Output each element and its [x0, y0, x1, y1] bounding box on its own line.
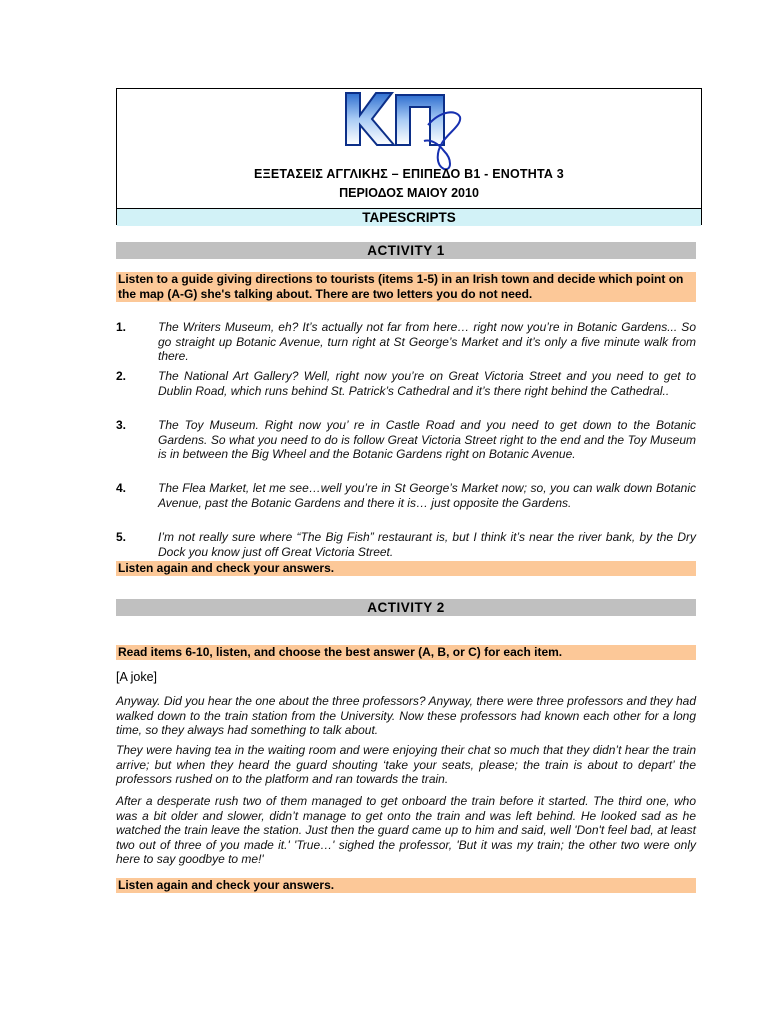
item-number: 4.: [116, 481, 127, 495]
list-item: [116, 320, 696, 364]
item-number: 2.: [116, 369, 127, 383]
item-text: The Toy Museum. Right now you’ re in Castle Road and you need to get down to the Botanic Gardens. So what you need to do is follow Great Victoria Street right to the end and the Toy Museum is in between the Big Wheel and the Botanic Gardens right on Botanic Avenue.: [158, 418, 696, 461]
document-header: [116, 88, 702, 225]
joke-paragraph: Anyway. Did you hear the one about the three professors? Anyway, there were three professors and they had walked down to the train station from the University. Now these professors had known each other for a long time, so they always had something to talk about.: [116, 694, 696, 737]
list-item: [116, 418, 696, 462]
activity-2-title: ACTIVITY 2: [116, 599, 696, 616]
activity-1-title: ACTIVITY 1: [116, 242, 696, 259]
item-text: The Flea Market, let me see…well you’re in St George’s Market now; so, you can walk down Botanic Avenue, past the Botanic Gardens and there it is… just opposite the Gardens.: [158, 481, 696, 510]
section-title: TAPESCRIPTS: [117, 208, 701, 226]
joke-paragraph: They were having tea in the waiting room and were enjoying their chat so much that they didn’t hear the train arrive; but when they heard the guard shouting ‘take your seats, please; the train is about to depart’ the professors rushed on to the platform and ran towards the train.: [116, 743, 696, 786]
item-text: The Writers Museum, eh? It’s actually not far from here… right now you’re in Botanic Gardens... So go straight up Botanic Avenue, turn right at St George’s Market and it’s only a five minute walk from there.: [158, 320, 696, 363]
item-number: 1.: [116, 320, 127, 334]
activity-2-listen-again: Listen again and check your answers.: [116, 878, 696, 893]
activity-1-listen-again: Listen again and check your answers.: [116, 561, 696, 576]
list-item: [116, 481, 696, 510]
activity-1-instruction: Listen to a guide giving directions to tourists (items 1-5) in an Irish town and decide which point on the map (A-G) she's talking about. There are two letters you do not need.: [116, 272, 696, 302]
item-text: The National Art Gallery? Well, right now you’re on Great Victoria Street and you need to get to Dublin Road, which runs behind St. Patrick’s Cathedral and it’s there right behind the Cathedral..: [158, 369, 696, 398]
list-item: [116, 369, 696, 398]
joke-label: [A joke]: [116, 670, 157, 684]
list-item: [116, 530, 696, 559]
item-text: I’m not really sure where “The Big Fish” restaurant is, but I think it’s near the river bank, by the Dry Dock you know just off Great Victoria Street.: [158, 530, 696, 559]
item-number: 3.: [116, 418, 127, 432]
joke-paragraph: After a desperate rush two of them managed to get onboard the train before it started. The third one, who was a bit older and slower, didn’t manage to get onto the train and was left behind. He looked sad as he watched the train leave the station. Just then the guard came up to him and said, well 'Don't feel bad, at least two out of three of you made it.' 'True…' sighed the professor, 'But it was my train; the other two were only here to say goodbye to me!': [116, 794, 696, 866]
item-number: 5.: [116, 530, 127, 544]
kp-logo: [344, 89, 464, 173]
exam-title: ΕΞΕΤΑΣΕΙΣ ΑΓΓΛΙΚΗΣ – ΕΠΙΠΕΔΟ Β1 - ΕΝΟΤΗΤΑ 3: [254, 167, 564, 181]
exam-period: ΠΕΡΙΟΔΟΣ ΜΑΙΟΥ 2010: [339, 186, 479, 200]
activity-2-instruction: Read items 6-10, listen, and choose the best answer (A, B, or C) for each item.: [116, 645, 696, 660]
